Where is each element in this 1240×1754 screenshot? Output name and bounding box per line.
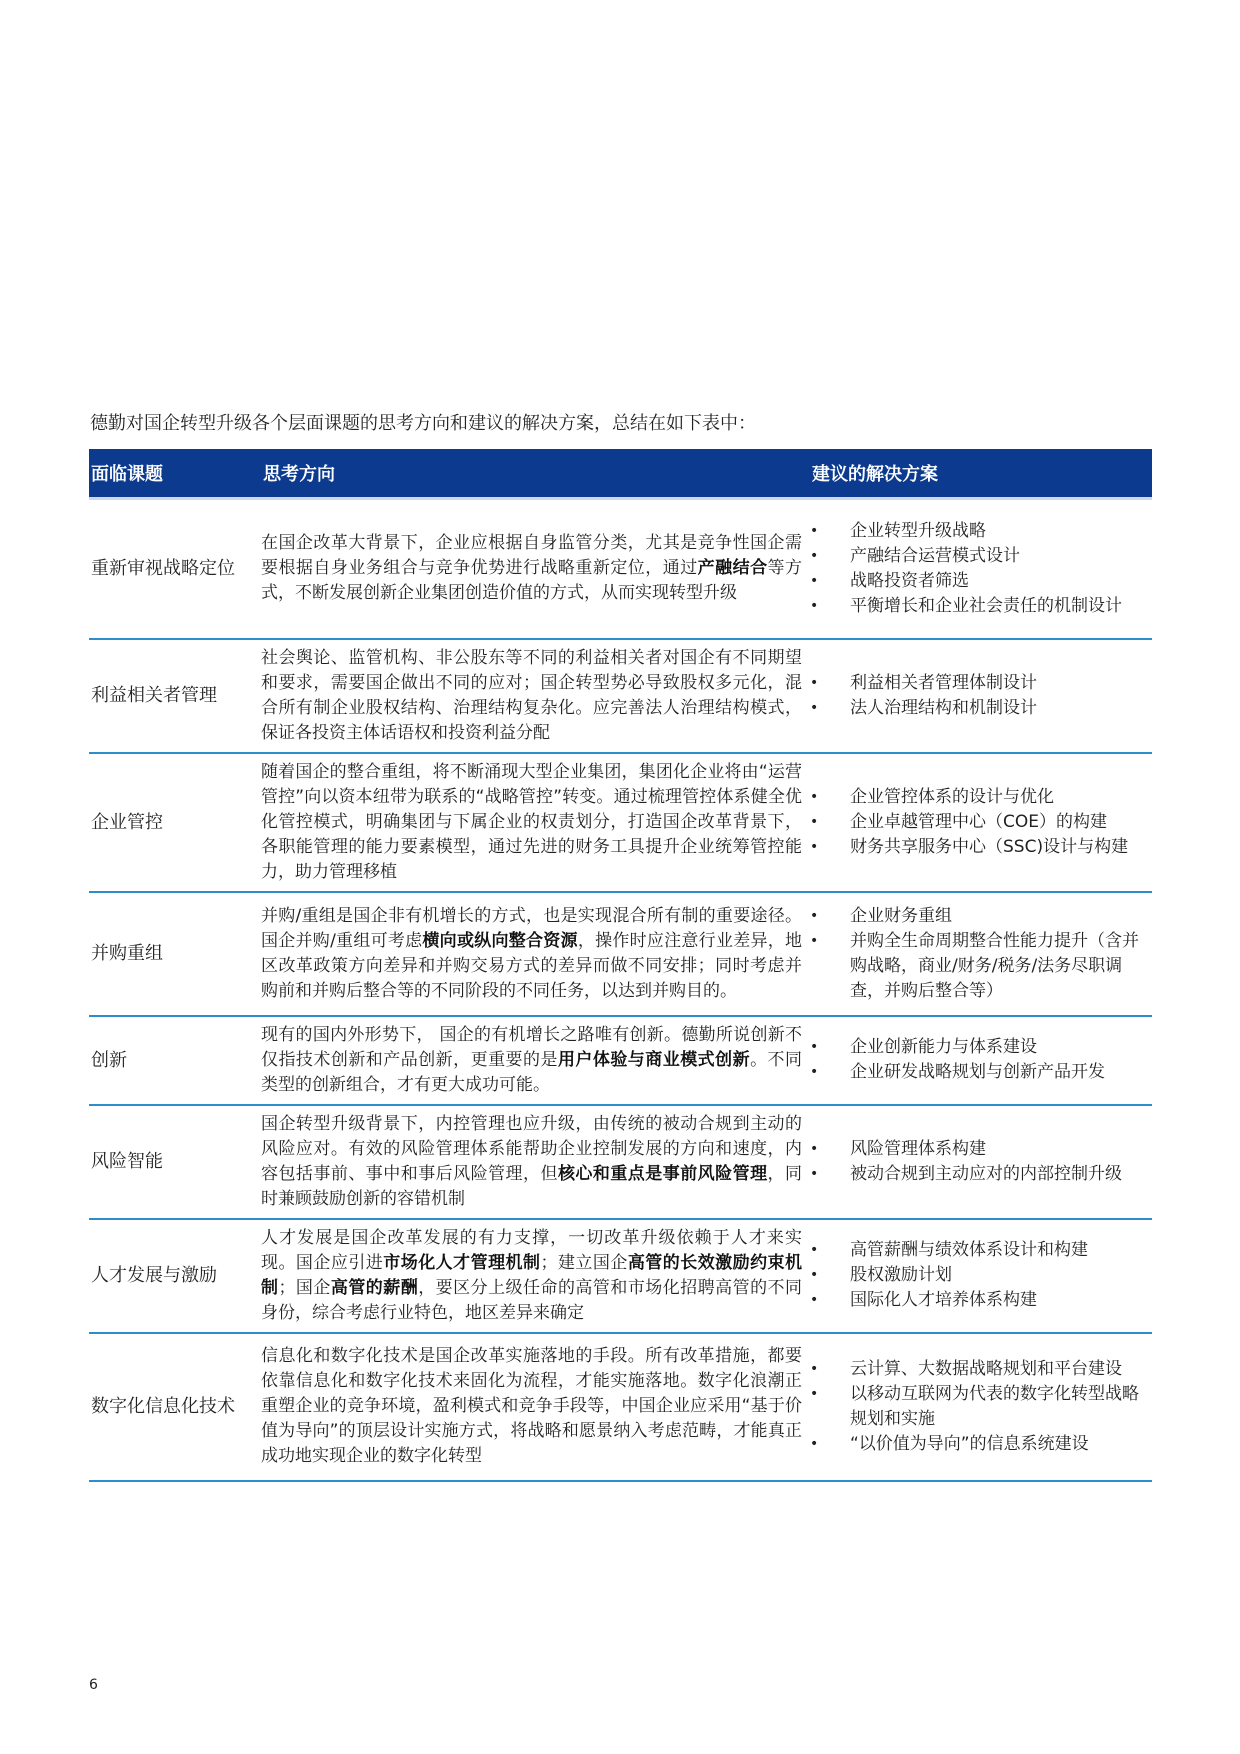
header-solutions: 建议的解决方案 [810,449,1152,499]
row-direction [261,1016,810,1105]
direction-text: 社会舆论、监管机构、非公股东等不同的利益相关者对国企有不同期望和要求，需要国企做出不同的应对；国企转型势必导致股权多元化，混合所有制企业股权结构、治理结构复杂化。应完善法人治理结构模式，保证各投资主体话语权和投资利益分配 [261,647,802,743]
solution-item: • 高管薪酬与绩效体系设计和构建 [810,1238,1152,1263]
solution-item: • 企业创新能力与体系建设 [810,1035,1152,1060]
direction-text: 信息化和数字化技术是国企改革实施落地的手段。所有改革措施，都要依靠信息化和数字化技术来固化为流程，才能实施落地。数字化浪潮正重塑企业的竞争环境，盈利模式和竞争手段等，中国企业应采用“基于价值为导向”的顶层设计实施方式，将战略和愿景纳入考虑范畴，才能真正成功地实现企业的数字化转型 [261,1346,802,1466]
intro-text: 德勤对国企转型升级各个层面课题的思考方向和建议的解决方案，总结在如下表中： [90,413,756,434]
row-direction [261,1105,810,1219]
table-row [89,1016,1152,1105]
solution-item: • 战略投资者筛选 [810,569,1152,594]
row-direction [261,892,810,1016]
row-topic: 企业管控 [89,753,261,892]
solution-list [810,1137,1152,1187]
solution-item: • 风险管理体系构建 [810,1137,1152,1162]
solution-list [810,904,1152,1004]
row-topic: 重新审视战略定位 [89,499,261,639]
page-number: 6 [89,1677,98,1693]
row-topic: 人才发展与激励 [89,1219,261,1333]
table-row [89,753,1152,892]
solution-item: • 企业研发战略规划与创新产品开发 [810,1060,1152,1085]
direction-text: ；建立国企 [540,1252,628,1273]
solution-item: • 企业财务重组 [810,904,1152,929]
direction-emphasis: 横向或纵向整合资源 [422,930,578,951]
row-solutions [810,892,1152,1016]
direction-emphasis: 用户体验与商业模式创新 [557,1049,751,1070]
row-direction [261,1333,810,1481]
solution-item: • 国际化人才培养体系构建 [810,1288,1152,1313]
table-row [89,1219,1152,1333]
direction-text: 随着国企的整合重组，将不断涌现大型企业集团，集团化企业将由“运营管控”向以资本纽带为联系的“战略管控”转变。通过梳理管控体系健全优化管控模式，明确集团与下属企业的权责划分，打造国企改革背景下，各职能管理的能力要素模型，通过先进的财务工具提升企业统筹管控能力，助力管理移植 [261,761,802,882]
row-solutions [810,753,1152,892]
direction-text: ，同时兼顾鼓励创新的容错机制 [261,1163,803,1209]
solution-item: • 以移动互联网为代表的数字化转型战略规划和实施 [810,1382,1152,1432]
solution-item: • 产融结合运营模式设计 [810,544,1152,569]
direction-text: ，操作时应注意行业差异，地区改革政策方向差异和并购交易方式的差异而做不同安排；同时考虑并购前和并购后整合等的不同阶段的不同任务，以达到并购目的。 [261,930,803,1001]
table-row [89,892,1152,1016]
row-direction [261,753,810,892]
solution-list [810,785,1152,860]
table-row [89,1105,1152,1219]
row-direction [261,1219,810,1333]
solution-item: • 并购全生命周期整合性能力提升（含并购战略，商业/财务/税务/法务尽职调查，并购后整合等） [810,929,1152,1004]
row-solutions [810,499,1152,639]
solution-item: • 平衡增长和企业社会责任的机制设计 [810,594,1152,619]
row-direction [261,499,810,639]
direction-text: ，要区分上级任命的高管和市场化招聘高管的不同身份，综合考虑行业特色，地区差异来确定 [261,1277,803,1323]
solution-item: • 财务共享服务中心（SSC)设计与构建 [810,835,1152,860]
solution-item: • 云计算、大数据战略规划和平台建设 [810,1357,1152,1382]
direction-text: 在国企改革大背景下，企业应根据自身监管分类，尤其是竞争性国企需要根据自身业务组合与竞争优势进行战略重新定位，通过 [261,533,802,579]
solution-item: • 利益相关者管理体制设计 [810,671,1152,696]
solution-list [810,671,1152,721]
direction-text: ；国企 [278,1277,331,1298]
solution-list [810,1035,1152,1085]
table-header-row [89,449,1152,499]
row-direction [261,639,810,753]
direction-emphasis: 核心和重点是事前风险管理 [557,1163,768,1184]
row-topic: 并购重组 [89,892,261,1016]
solution-item: • 被动合规到主动应对的内部控制升级 [810,1162,1152,1187]
direction-emphasis: 市场化人才管理机制 [383,1252,541,1273]
solution-item: • “以价值为导向”的信息系统建设 [810,1432,1152,1457]
direction-text: 人才发展是国企改革发展的有力支撑，一切改革升级依赖于人才来实现。国企应引进 [261,1227,802,1273]
row-solutions [810,1016,1152,1105]
solution-item: • 股权激励计划 [810,1263,1152,1288]
row-topic: 利益相关者管理 [89,639,261,753]
direction-text: 并购/重组是国企非有机增长的方式，也是实现混合所有制的重要途径。国企并购/重组可考虑 [261,905,802,951]
row-solutions [810,1219,1152,1333]
row-topic: 风险智能 [89,1105,261,1219]
direction-emphasis: 高管的薪酬 [330,1277,419,1298]
row-topic: 数字化信息化技术 [89,1333,261,1481]
table-row [89,1333,1152,1481]
table-row [89,499,1152,639]
header-topic: 面临课题 [89,449,261,499]
row-solutions [810,1333,1152,1481]
solution-item: • 企业管控体系的设计与优化 [810,785,1152,810]
direction-text: 现有的国内外形势下， 国企的有机增长之路唯有创新。德勤所说创新不仅指技术创新和产品创新，更重要的是 [261,1024,802,1070]
solution-list [810,519,1152,619]
solution-item: • 企业卓越管理中心（COE）的构建 [810,810,1152,835]
row-solutions [810,1105,1152,1219]
row-solutions [810,639,1152,753]
direction-text: 等方式，不断发展创新企业集团创造价值的方式，从而实现转型升级 [261,558,803,604]
solution-item: • 企业转型升级战略 [810,519,1152,544]
row-topic: 创新 [89,1016,261,1105]
table-row [89,639,1152,753]
header-direction: 思考方向 [261,449,810,499]
solution-item: • 法人治理结构和机制设计 [810,696,1152,721]
solution-list [810,1238,1152,1313]
solutions-table [89,449,1152,1482]
direction-emphasis: 产融结合 [697,558,768,579]
direction-text: 。不同类型的创新组合，才有更大成功可能。 [261,1049,803,1095]
solution-list [810,1357,1152,1457]
direction-emphasis: 高管的长效激励约束机制 [261,1252,803,1298]
direction-text: 国企转型升级背景下，内控管理也应升级，由传统的被动合规到主动的风险应对。有效的风险管理体系能帮助企业控制发展的方向和速度，内容包括事前、事中和事后风险管理，但 [261,1113,802,1184]
